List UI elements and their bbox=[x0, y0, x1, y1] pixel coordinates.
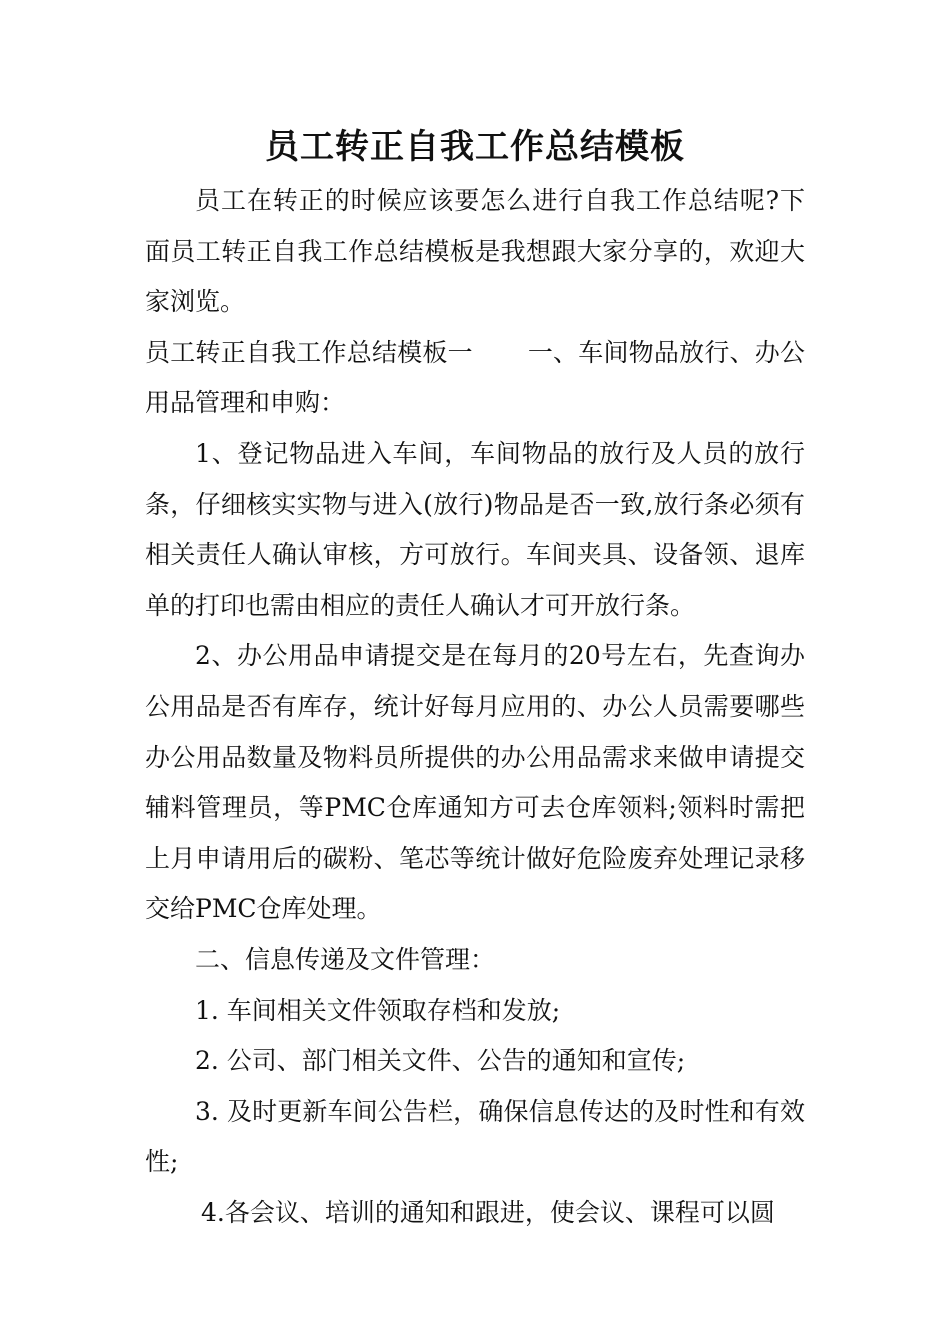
section-two-heading: 二、信息传递及文件管理： bbox=[195, 944, 496, 974]
section-one-heading bbox=[145, 328, 805, 429]
document-body bbox=[145, 176, 805, 1238]
list-item: 1. 车间相关文件领取存档和发放; bbox=[195, 995, 561, 1025]
list-item: 2. 公司、部门相关文件、公告的通知和宣传; bbox=[195, 1046, 686, 1076]
intro-paragraph: 员工在转正的时候应该要怎么进行自我工作总结呢?下面员工转正自我工作总结模板是我想跟大家分享的，欢迎大家浏览。 bbox=[145, 186, 805, 317]
item-two-paragraph: 2、办公用品申请提交是在每月的20号左右，先查询办公用品是否有库存，统计好每月应用的、办公人员需要哪些办公用品数量及物料员所提供的办公用品需求来做申请提交辅料管理员，等PMC仓库通知方可去仓库领料;领料时需把上月申请用后的碳粉、笔芯等统计做好危险废弃处理记录移交给PMC仓库处理。 bbox=[145, 641, 805, 924]
list-item: 3. 及时更新车间公告栏，确保信息传达的及时性和有效性; bbox=[145, 1096, 805, 1177]
document-title: 员工转正自我工作总结模板 bbox=[265, 127, 685, 167]
list-item: 4.各会议、培训的通知和跟进，使会议、课程可以圆 bbox=[201, 1197, 775, 1227]
item-one-paragraph: 1、登记物品进入车间，车间物品的放行及人员的放行条，仔细核实实物与进入(放行)物品是否一致,放行条必须有相关责任人确认审核，方可放行。车间夹具、设备领、退库单的打印也需由相应的责任人确认才可开放行条。 bbox=[145, 438, 805, 620]
template-one-label: 员工转正自我工作总结模板一 bbox=[145, 337, 473, 367]
section-one-title: 一、车间物品放行、办公用品管理和申购： bbox=[145, 337, 805, 418]
